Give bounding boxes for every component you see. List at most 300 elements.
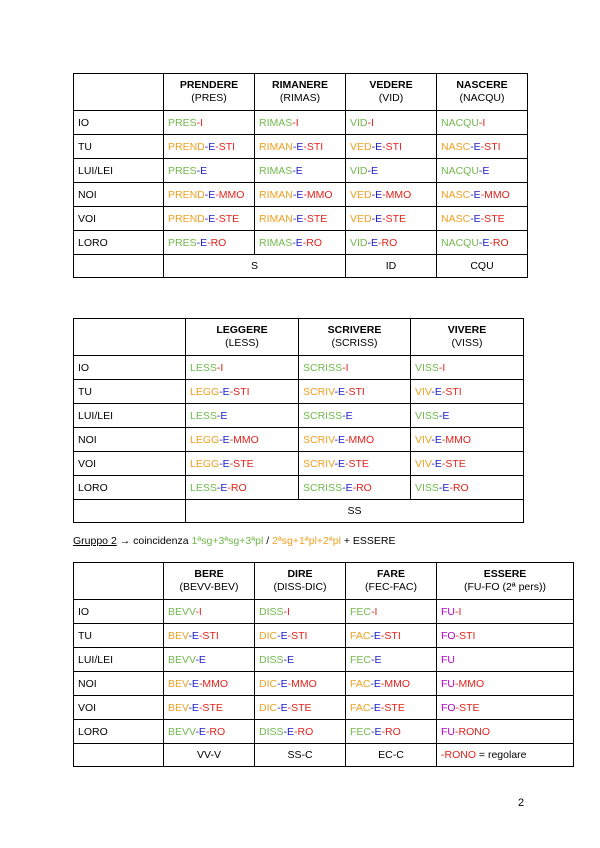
form-segment: -E: [370, 701, 381, 714]
form-segment: -E: [334, 433, 346, 446]
form-segment: BEV: [168, 677, 189, 690]
form-segment: DISS: [259, 605, 284, 618]
form-segment: -I: [455, 605, 462, 618]
form-segment: -RO: [294, 725, 314, 738]
form-segment: -RO: [227, 481, 247, 494]
form-segment: -I: [478, 116, 486, 129]
conjugation-cell: [164, 600, 255, 624]
form-segment: -RO: [449, 481, 469, 494]
verb-stem: (SCRISS): [331, 337, 378, 349]
form-segment: -E: [204, 188, 216, 201]
person-row: [74, 428, 524, 452]
form-segment: LESS: [190, 361, 217, 374]
conjugation-cell: [255, 648, 346, 672]
form-segment: FU: [441, 605, 455, 618]
conjugation-cell: [346, 672, 437, 696]
conjugation-cell: [346, 624, 437, 648]
form-segment: FAC: [350, 701, 371, 714]
form-segment: -MMO: [441, 433, 472, 446]
verb-header: [255, 563, 346, 600]
conjugation-cell: [186, 428, 299, 452]
form-segment: VIV: [415, 457, 432, 470]
person-label: TU: [74, 135, 164, 159]
form-segment: NASC: [441, 188, 471, 201]
conjugation-cell: [437, 600, 574, 624]
conjugation-cell: [255, 600, 346, 624]
form-segment: -E: [196, 236, 208, 249]
form-segment: FO: [441, 629, 456, 642]
conjugation-cell: [346, 696, 437, 720]
caption-arrow-text: → coincidenza: [116, 535, 192, 547]
conjugation-cell: [346, 720, 437, 744]
person-label: TU: [74, 380, 186, 404]
conjugation-cell: [346, 207, 437, 231]
verb-stem: (PRES): [191, 92, 227, 104]
form-segment: -I: [196, 116, 204, 129]
person-row: [74, 183, 528, 207]
form-segment: PREND: [168, 212, 205, 225]
form-segment: PREND: [168, 140, 205, 153]
person-row: [74, 648, 574, 672]
conjugation-cell: [299, 380, 411, 404]
conjugation-cell: [299, 404, 411, 428]
form-segment: FU: [441, 725, 455, 738]
form-segment: -E: [367, 164, 379, 177]
conjugation-cell: [411, 476, 524, 500]
stem-note-row: [74, 744, 574, 767]
conjugation-cell: [437, 159, 528, 183]
verb-stem: (BEVV-BEV): [179, 581, 239, 593]
form-segment: -MMO: [380, 677, 411, 690]
corner-cell: [74, 563, 164, 600]
caption-separator: /: [263, 535, 273, 547]
form-segment: -E: [292, 236, 303, 249]
caption-tail: + ESSERE: [340, 535, 396, 547]
stem-note-row: [74, 255, 528, 278]
person-label: VOI: [74, 207, 164, 231]
form-segment: -E: [204, 140, 216, 153]
conjugation-cell: [255, 720, 346, 744]
verb-stem: (RIMAS): [279, 92, 321, 104]
person-label: LUI/LEI: [74, 404, 186, 428]
form-segment: -I: [195, 605, 202, 618]
verb-stem: (FU-FO (2ª pers)): [463, 581, 547, 593]
form-segment: SCRISS: [303, 481, 343, 494]
person-row: [74, 159, 528, 183]
form-segment: -E: [431, 433, 442, 446]
form-segment: -STI: [229, 385, 250, 398]
conjugation-cell: [346, 159, 437, 183]
form-segment: -I: [283, 605, 290, 618]
form-segment: -RO: [378, 236, 398, 249]
form-segment: -E: [292, 164, 303, 177]
form-segment: -MMO: [229, 433, 259, 446]
form-segment: -E: [470, 188, 481, 201]
corner-cell: [74, 74, 164, 111]
conjugation-cell: [437, 696, 574, 720]
stem-note-row: [74, 500, 524, 523]
form-segment: BEV: [168, 629, 189, 642]
form-segment: FAC: [350, 629, 371, 642]
conjugation-cell: [164, 672, 255, 696]
conjugation-cell: [255, 672, 346, 696]
form-segment: -E: [367, 236, 379, 249]
form-segment: PREND: [168, 188, 205, 201]
verb-header: [164, 74, 255, 111]
conjugation-cell: [255, 624, 346, 648]
verb-header: [299, 319, 411, 356]
person-row: [74, 720, 574, 744]
form-segment: DIC: [259, 701, 278, 714]
conjugation-cell: [437, 720, 574, 744]
form-segment: NASC: [441, 140, 471, 153]
form-segment: RIMAS: [259, 116, 293, 129]
header-row: [74, 319, 524, 356]
conjugation-cell: [346, 111, 437, 135]
form-segment: DIC: [259, 629, 278, 642]
conjugation-cell: [164, 624, 255, 648]
form-segment: SCRISS: [303, 361, 343, 374]
form-segment: -E: [371, 725, 382, 738]
form-segment: = regolare: [476, 749, 527, 761]
conjugation-cell: [255, 183, 346, 207]
person-row: [74, 231, 528, 255]
form-segment: -RONO: [455, 725, 490, 738]
verb-header: [437, 74, 528, 111]
person-label: IO: [74, 356, 186, 380]
form-segment: BEVV: [168, 605, 196, 618]
person-row: [74, 452, 524, 476]
conjugation-cell: [255, 111, 346, 135]
form-segment: SS-C: [287, 749, 313, 761]
form-segment: -RO: [205, 725, 226, 738]
footer-empty-cell: [74, 500, 186, 523]
form-segment: -E: [219, 385, 230, 398]
page-number: 2: [518, 797, 525, 809]
form-segment: -MMO: [480, 188, 510, 201]
conjugation-cell: [299, 452, 411, 476]
form-segment: PRES: [168, 116, 197, 129]
form-segment: LEGG: [190, 385, 220, 398]
person-label: IO: [74, 600, 164, 624]
conjugation-cell: [164, 231, 255, 255]
caption-set-a: 1ªsg+3ªsg+3ªpl: [191, 535, 264, 547]
form-segment: -STE: [455, 701, 480, 714]
form-segment: BEVV: [168, 725, 196, 738]
conjugation-cell: [255, 696, 346, 720]
conjugation-cell: [411, 452, 524, 476]
form-segment: FEC: [350, 605, 371, 618]
verb-stem: (DISS-DIC): [273, 581, 327, 593]
form-segment: BEV: [168, 701, 189, 714]
verb-infinitive: FARE: [376, 568, 405, 580]
caption-set-b: 2ªsg+1ªpl+2ªpl: [272, 535, 341, 547]
verb-stem: (FEC-FAC): [365, 581, 417, 593]
form-segment: FEC: [350, 725, 371, 738]
form-segment: VV-V: [197, 749, 221, 761]
conjugation-cell: [186, 380, 299, 404]
person-row: [74, 624, 574, 648]
form-segment: -E: [470, 212, 481, 225]
form-segment: -E: [438, 409, 450, 422]
form-segment: SCRIV: [303, 457, 335, 470]
form-segment: SCRISS: [303, 409, 343, 422]
person-label: TU: [74, 624, 164, 648]
conjugation-cell: [437, 135, 528, 159]
form-segment: EC-C: [378, 749, 404, 761]
form-segment: -STI: [441, 385, 462, 398]
form-segment: -STE: [287, 701, 312, 714]
form-segment: -E: [334, 385, 346, 398]
form-segment: DIC: [259, 677, 278, 690]
form-segment: -E: [431, 457, 442, 470]
conjugation-cell: [437, 183, 528, 207]
stem-note-cell: [437, 744, 574, 767]
form-segment: -E: [195, 653, 206, 666]
form-segment: VID: [350, 116, 368, 129]
verb-header: [346, 563, 437, 600]
stem-note-cell: [186, 500, 524, 523]
verb-infinitive: NASCERE: [456, 79, 508, 91]
form-segment: -STI: [480, 140, 501, 153]
stem-note-cell: [346, 744, 437, 767]
form-segment: -E: [195, 725, 206, 738]
form-segment: PRES: [168, 164, 197, 177]
form-segment: -STI: [345, 385, 365, 398]
form-segment: -E: [292, 188, 304, 201]
verb-stem: (VID): [378, 92, 404, 104]
form-segment: -E: [370, 677, 381, 690]
conjugation-cell: [346, 183, 437, 207]
form-segment: -E: [292, 212, 304, 225]
form-segment: -E: [478, 164, 490, 177]
form-segment: LEGG: [190, 433, 220, 446]
form-segment: -E: [283, 725, 295, 738]
person-row: [74, 600, 574, 624]
form-segment: -STI: [303, 140, 324, 153]
conjugation-cell: [255, 135, 346, 159]
verb-stem: (LESS): [225, 337, 259, 349]
person-label: NOI: [74, 183, 164, 207]
form-segment: -STE: [229, 457, 254, 470]
conjugation-table-group-1a: [73, 73, 528, 278]
form-segment: SS: [347, 505, 362, 517]
verb-infinitive: VEDERE: [369, 79, 413, 91]
conjugation-cell: [164, 111, 255, 135]
conjugation-cell: [164, 159, 255, 183]
conjugation-cell: [164, 720, 255, 744]
form-segment: -STI: [198, 629, 219, 642]
form-segment: -E: [196, 164, 208, 177]
form-segment: -E: [292, 140, 304, 153]
form-segment: -E: [277, 677, 288, 690]
form-segment: -STI: [455, 629, 476, 642]
conjugation-table-group-2: [73, 562, 574, 767]
person-row: [74, 207, 528, 231]
form-segment: -STE: [345, 457, 369, 470]
form-segment: -RONO: [441, 749, 476, 761]
form-segment: LESS: [190, 481, 217, 494]
form-segment: -E: [342, 481, 353, 494]
form-segment: -STI: [380, 629, 401, 642]
conjugation-cell: [164, 207, 255, 231]
verb-infinitive: BERE: [194, 568, 224, 580]
verb-header: [255, 74, 346, 111]
form-segment: -E: [188, 677, 199, 690]
form-segment: PRES: [168, 236, 197, 249]
verb-header: [346, 74, 437, 111]
form-segment: NACQU: [441, 164, 479, 177]
form-segment: VID: [350, 164, 368, 177]
form-segment: VID: [350, 236, 368, 249]
conjugation-cell: [411, 428, 524, 452]
form-segment: VED: [350, 212, 372, 225]
conjugation-cell: [437, 207, 528, 231]
conjugation-cell: [164, 183, 255, 207]
form-segment: -E: [370, 629, 381, 642]
conjugation-cell: [299, 428, 411, 452]
conjugation-cell: [437, 648, 574, 672]
form-segment: -STI: [215, 140, 236, 153]
form-segment: RIMAN: [259, 212, 293, 225]
conjugation-cell: [346, 648, 437, 672]
form-segment: FO: [441, 701, 456, 714]
conjugation-cell: [255, 231, 346, 255]
person-label: LORO: [74, 720, 164, 744]
form-segment: LESS: [190, 409, 217, 422]
form-segment: -STE: [303, 212, 328, 225]
form-segment: -RO: [489, 236, 509, 249]
form-segment: -STI: [382, 140, 402, 153]
form-segment: NASC: [441, 212, 471, 225]
verb-header: [186, 319, 299, 356]
person-row: [74, 111, 528, 135]
conjugation-cell: [299, 476, 411, 500]
form-segment: SCRIV: [303, 433, 335, 446]
group-2-title: Gruppo 2: [73, 535, 117, 547]
form-segment: -I: [371, 605, 378, 618]
form-segment: FAC: [350, 677, 371, 690]
conjugation-cell: [255, 207, 346, 231]
form-segment: -RO: [381, 725, 401, 738]
form-segment: -E: [216, 409, 228, 422]
stem-note-cell: [164, 744, 255, 767]
verb-infinitive: LEGGERE: [216, 324, 268, 336]
form-segment: -E: [188, 701, 199, 714]
header-row: [74, 563, 574, 600]
conjugation-cell: [437, 624, 574, 648]
form-segment: -RO: [207, 236, 227, 249]
verb-header: [411, 319, 524, 356]
conjugation-cell: [186, 476, 299, 500]
form-segment: -STE: [382, 212, 407, 225]
conjugation-cell: [411, 356, 524, 380]
form-segment: S: [250, 260, 258, 272]
form-segment: -MMO: [198, 677, 229, 690]
person-label: VOI: [74, 696, 164, 720]
person-label: LUI/LEI: [74, 648, 164, 672]
form-segment: -STE: [380, 701, 405, 714]
form-segment: -E: [216, 481, 228, 494]
form-segment: -E: [277, 701, 288, 714]
conjugation-cell: [255, 159, 346, 183]
verb-stem: (VISS): [451, 337, 483, 349]
form-segment: FU: [441, 677, 455, 690]
form-segment: -STI: [287, 629, 308, 642]
verb-infinitive: DIRE: [287, 568, 313, 580]
form-segment: -MMO: [215, 188, 245, 201]
conjugation-cell: [346, 231, 437, 255]
form-segment: VED: [350, 140, 372, 153]
form-segment: -STE: [480, 212, 505, 225]
form-segment: -STE: [441, 457, 466, 470]
verb-infinitive: ESSERE: [483, 568, 527, 580]
group-2-caption: [73, 535, 396, 547]
form-segment: -E: [478, 236, 490, 249]
person-label: LUI/LEI: [74, 159, 164, 183]
conjugation-cell: [437, 111, 528, 135]
verb-header: [437, 563, 574, 600]
form-segment: DISS: [259, 725, 284, 738]
form-segment: -E: [277, 629, 288, 642]
form-segment: FEC: [350, 653, 371, 666]
form-segment: -E: [371, 140, 383, 153]
form-segment: VIV: [415, 385, 432, 398]
form-segment: -MMO: [345, 433, 375, 446]
form-segment: VISS: [415, 481, 439, 494]
form-segment: -E: [371, 212, 383, 225]
person-row: [74, 380, 524, 404]
form-segment: -I: [216, 361, 224, 374]
header-row: [74, 74, 528, 111]
form-segment: NACQU: [441, 116, 479, 129]
person-row: [74, 404, 524, 428]
form-segment: -MMO: [455, 677, 485, 690]
person-label: NOI: [74, 672, 164, 696]
form-segment: -I: [342, 361, 349, 374]
form-segment: -MMO: [382, 188, 412, 201]
form-segment: -E: [438, 481, 450, 494]
conjugation-cell: [437, 231, 528, 255]
conjugation-cell: [186, 356, 299, 380]
form-segment: -STE: [215, 212, 240, 225]
form-segment: SCRIV: [303, 385, 335, 398]
verb-stem: (NACQU): [459, 92, 505, 104]
form-segment: VISS: [415, 361, 439, 374]
person-label: LORO: [74, 231, 164, 255]
person-row: [74, 672, 574, 696]
form-segment: LEGG: [190, 457, 220, 470]
verb-infinitive: RIMANERE: [271, 79, 328, 91]
form-segment: -E: [219, 457, 230, 470]
footer-empty-cell: [74, 744, 164, 767]
conjugation-cell: [164, 135, 255, 159]
form-segment: -E: [470, 140, 481, 153]
form-segment: RIMAN: [259, 188, 293, 201]
form-segment: CQU: [470, 260, 494, 272]
form-segment: -E: [188, 629, 199, 642]
form-segment: BEVV: [168, 653, 196, 666]
person-label: IO: [74, 111, 164, 135]
form-segment: -E: [342, 409, 353, 422]
form-segment: -I: [438, 361, 446, 374]
form-segment: -MMO: [287, 677, 317, 690]
form-segment: VIV: [415, 433, 432, 446]
form-segment: -E: [371, 188, 383, 201]
form-segment: RIMAS: [259, 236, 293, 249]
stem-note-cell: [346, 255, 437, 278]
footer-empty-cell: [74, 255, 164, 278]
